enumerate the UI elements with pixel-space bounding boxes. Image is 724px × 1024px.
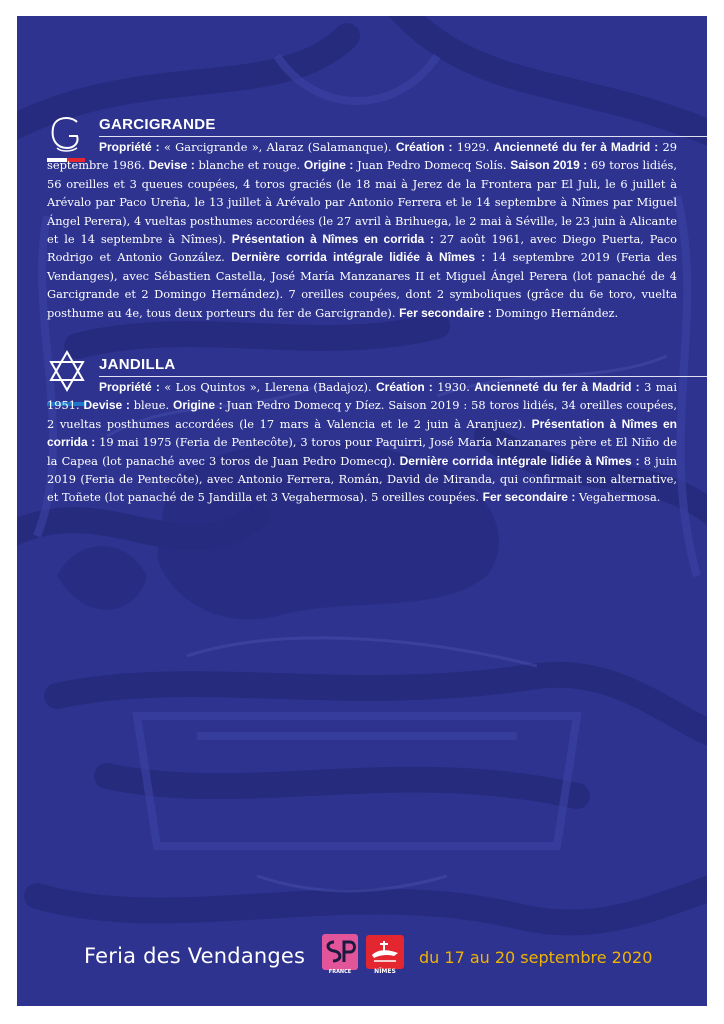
ganaderia-name: JANDILLA — [99, 356, 707, 377]
label-presentation: Présentation à Nîmes en corrida : — [47, 416, 677, 450]
label-devise: Devise : — [83, 398, 130, 413]
ganaderia-description: Propriété : « Los Quintos », Llerena (Badajoz). Création : 1930. Ancienneté du fer à Madrid : 3 mai 1951. Devise : bleue. Origine : Juan Pedro Domecq y Díez. Saison 2019 : 58 toros lidiés, 34 oreilles coupées, 2 vueltas posthumes accordées (le 17 mars à Valencia et le 2 juin à Aranjuez). Présentation à Nîmes en corrida : 19 mai 1975 (Feria de Pentecôte), 3 toros pour Paquirri, José María Manzanares père et El Niño de la Capea (lot panaché avec 3 toros de Juan Pedro Domecq). Dernière corrida intégrale lidiée à Nîmes : 8 juin 2019 (Feria de Pentecôte), avec Antonio Ferrera, Román, David de Miranda, qui confirmait son alternative, et Toñete (lot panaché de 5 Jandilla et 3 Vegahermosa). 5 oreilles coupées. Fer secondaire : Vegahermosa. — [47, 380, 678, 505]
feria-dates: du 17 au 20 septembre 2020 — [419, 948, 653, 967]
label-fer-secondaire: Fer secondaire : — [399, 305, 492, 320]
label-anciennete: Ancienneté du fer à Madrid : — [474, 380, 640, 394]
page — [17, 16, 707, 1006]
label-propriete: Propriété : — [99, 140, 160, 154]
sp-france-logo — [322, 934, 358, 978]
logo-nimes-label: NÎMES — [374, 968, 396, 975]
label-presentation: Présentation à Nîmes en corrida : — [231, 232, 434, 247]
label-fer-secondaire: Fer secondaire : — [482, 490, 576, 505]
logo-fr-label: FRANCE — [328, 969, 352, 975]
label-origine: Origine : — [173, 398, 223, 413]
label-creation: Création : — [395, 140, 453, 154]
label-origine: Origine : — [303, 158, 354, 173]
feria-title: Feria des Vendanges — [84, 944, 306, 968]
label-saison: Saison 2019 : — [510, 158, 588, 173]
label-derniere-corrida: Dernière corrida intégrale lidiée à Nîmes : — [399, 453, 640, 468]
nimes-crocodile-logo-icon — [366, 935, 404, 969]
ganaderia-description: Propriété : « Garcigrande », Alaraz (Salamanque). Création : 1929. Ancienneté du fer à Madrid : 29 septembre 1986. Devise : blanche et rouge. Origine : Juan Pedro Domecq Solís. Saison 2019 : 69 toros lidiés, 56 oreilles et 3 queues coupées, 4 toros graciés (le 18 mai à Jerez de la Frontera par El Juli, le 6 juillet à Arévalo par Paco Ureña, le 13 juillet à Arévalo par Antonio Ferrera et le 14 septembre à Nîmes par Miguel Ángel Perera), 4 vueltas posthumes accordées (le 27 avril à Brihuega, le 2 mai à Séville, le 23 juin à Alicante et le 14 septembre à Nîmes). Présentation à Nîmes en corrida : 27 août 1961, avec Diego Puerta, Paco Rodrigo et Antonio González. Dernière corrida intégrale lidiée à Nîmes : 14 septembre 2019 (Feria des Vendanges), avec Sébastien Castella, José María Manzanares II et Miguel Ángel Perera (lot panaché de 4 Garcigrande et 2 Domingo Hernández). 7 oreilles coupées, dont 2 symboliques (grâce du 6e toro, vuelta posthume au 4e, tous deux porteurs du fer de Garcigrande). Fer secondaire : Domingo Hernández. — [47, 140, 677, 320]
ganaderia-name: GARCIGRANDE — [99, 116, 707, 137]
label-devise: Devise : — [148, 158, 195, 173]
nimes-logo — [366, 935, 404, 977]
label-propriete: Propriété : — [99, 380, 160, 394]
sp-france-logo-icon — [322, 934, 358, 970]
footer — [17, 926, 707, 986]
label-creation: Création : — [375, 380, 433, 394]
label-derniere-corrida: Dernière corrida intégrale lidiée à Nîmes : — [231, 250, 486, 265]
label-anciennete: Ancienneté du fer à Madrid : — [493, 140, 659, 154]
